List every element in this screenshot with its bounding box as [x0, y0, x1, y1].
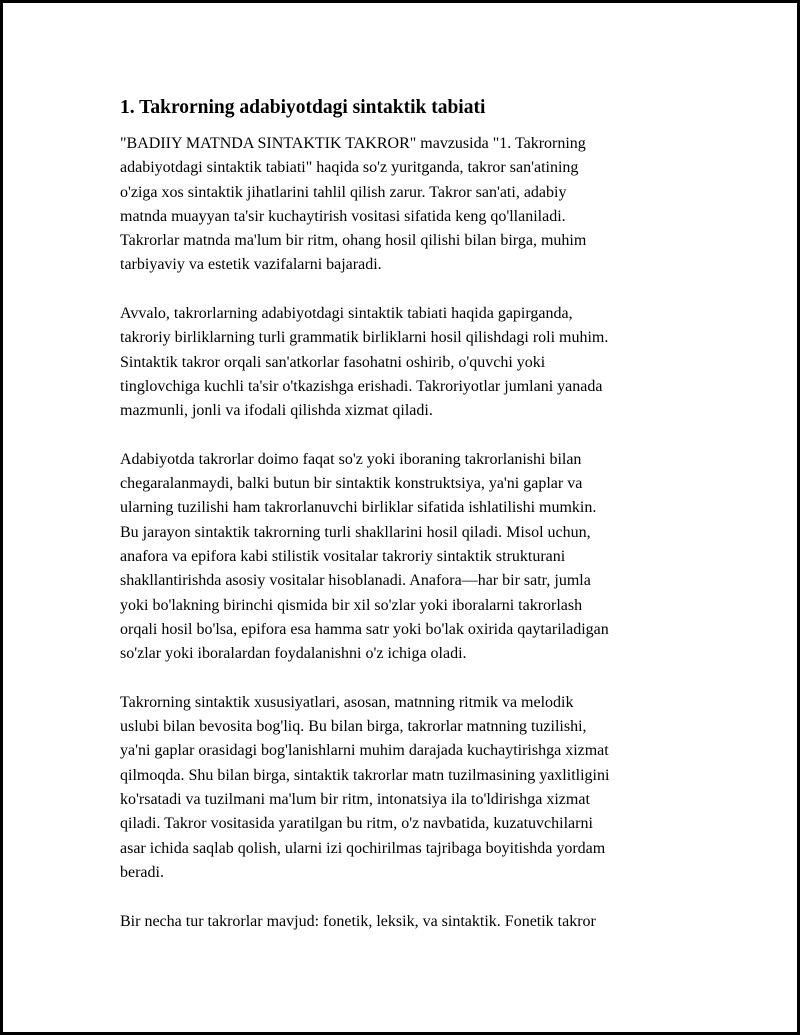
paragraph-line: Takrorning sintaktik xususiyatlari, asosan, matnning ritmik va melodik [120, 693, 574, 711]
paragraph-line: Avvalo, takrorlarning adabiyotdagi sintaktik tabiati haqida gapirganda, [120, 305, 573, 323]
paragraph [120, 691, 700, 885]
paragraph-line: ularning tuzilishi ham takrorlanuvchi birliklar sifatida ishlatilishi mumkin. [120, 499, 597, 517]
paragraph-line: yoki bo'lakning birinchi qismida bir xil so'zlar yoki iboralarni takrorlash [120, 596, 583, 614]
paragraph-line: shakllantirishda asosiy vositalar hisoblanadi. Anafora—har bir satr, jumla [120, 572, 591, 590]
paragraph-line: tarbiyaviy va estetik vazifalarni bajaradi. [120, 256, 382, 274]
paragraph-line: orqali hosil bo'lsa, epifora esa hamma satr yoki bo'lak oxirida qaytariladigan [120, 620, 609, 638]
paragraph-line: Takrorlar matnda ma'lum bir ritm, ohang hosil qilishi bilan birga, muhim [120, 232, 587, 250]
paragraph-line: Adabiyotda takrorlar doimo faqat so'z yoki iboraning takrorlanishi bilan [120, 450, 582, 468]
paragraph-line: Bu jarayon sintaktik takrorning turli shakllarini hosil qiladi. Misol uchun, [120, 523, 591, 541]
paragraph-line: Bir necha tur takrorlar mavjud: fonetik, leksik, va sintaktik. Fonetik takror [120, 912, 596, 930]
paragraph-line: tinglovchiga kuchli ta'sir o'tkazishga erishadi. Takroriyotlar jumlani yanada [120, 377, 603, 395]
paragraph-line: beradi. [120, 863, 164, 881]
paragraph-list [120, 132, 700, 934]
paragraph-line: chegaralanmaydi, balki butun bir sintaktik konstruktsiya, ya'ni gaplar va [120, 475, 583, 493]
paragraph-line: matnda muayyan ta'sir kuchaytirish vositasi sifatida keng qo'llaniladi. [120, 207, 566, 225]
paragraph-line: adabiyotdagi sintaktik tabiati" haqida so'z yuritganda, takror san'atining [120, 159, 579, 177]
paragraph-line: so'zlar yoki iboralardan foydalanishni o'z ichiga oladi. [120, 645, 467, 663]
paragraph-line: uslubi bilan bevosita bog'liq. Bu bilan birga, takrorlar matnning tuzilishi, [120, 718, 587, 736]
paragraph-line: qiladi. Takror vositasida yaratilgan bu ritm, o'z navbatida, kuzatuvchilarni [120, 815, 593, 833]
paragraph-line: ya'ni gaplar orasidagi bog'lanishlarni muhim darajada kuchaytirishga xizmat [120, 742, 609, 760]
paragraph [120, 132, 700, 278]
paragraph-line: ko'rsatadi va tuzilmani ma'lum bir ritm, intonatsiya ila to'ldirishga xizmat [120, 791, 590, 809]
paragraph-line: anafora va epifora kabi stilistik vositalar takroriy sintaktik strukturani [120, 548, 566, 566]
paragraph-line: mazmunli, jonli va ifodali qilishda xizmat qiladi. [120, 402, 433, 420]
paragraph-line: o'ziga xos sintaktik jihatlarini tahlil qilish zarur. Takror san'ati, adabiy [120, 183, 567, 201]
paragraph-line: takroriy birliklarning turli grammatik birliklarni hosil qilishdagi roli muhim. [120, 329, 609, 347]
document-body [120, 96, 700, 958]
paragraph [120, 302, 700, 423]
paragraph [120, 448, 700, 667]
paragraph-line: asar ichida saqlab qolish, ularni izi qochirilmas tajribaga boyitishda yordam [120, 839, 606, 857]
paragraph-line: "BADIIY MATNDA SINTAKTIK TAKROR" mavzusida "1. Takrorning [120, 135, 586, 152]
section-heading: 1. Takrorning adabiyotdagi sintaktik tabiati [120, 97, 486, 118]
paragraph-line: qilmoqda. Shu bilan birga, sintaktik takrorlar matn tuzilmasining yaxlitligini [120, 766, 610, 784]
paragraph-line: Sintaktik takror orqali san'atkorlar fasohatni oshirib, o'quvchi yoki [120, 353, 546, 371]
paragraph [120, 910, 700, 934]
